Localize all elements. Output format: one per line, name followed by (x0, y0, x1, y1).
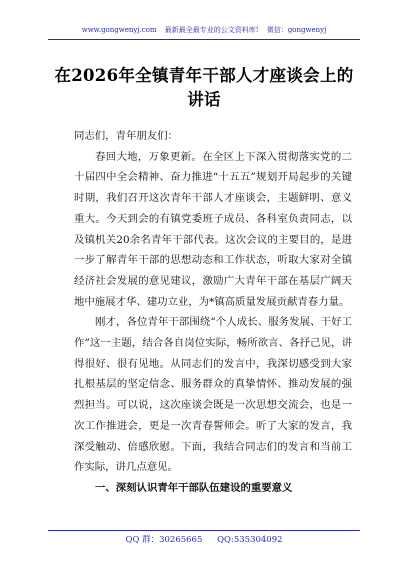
page-footer (0, 535, 408, 546)
paragraph: 春回大地，万象更新。在全区上下深入贯彻落实党的二十届四中全会精神、奋力推进“十五五”规划开局起步的关键时期，我们召开这次青年干部人才座谈会，主题鲜明、意义重大。今天到会的有镇党委班子成员、各科室负责同志，以及镇机关20余名青年干部代表。这次会议的主要目的，是进一步了解青年干部的思想动态和工作状态，听取大家对全镇经济社会发展的意见建议，激励广大青年干部在基层广阔天地中施展才华、建功立业，为*镇高质量发展贡献青春力量。 (74, 150, 352, 308)
header-wechat: 微信：gongwenyj (266, 26, 327, 34)
document-title: 在2026年全镇青年干部人才座谈会上的讲话 (54, 66, 354, 109)
footer-divider (48, 530, 360, 531)
header-slogan: 最新最全最专业的公文资料库! (164, 26, 259, 34)
header-divider (48, 39, 360, 40)
header-website-link[interactable]: www.gongwenyj.com (81, 26, 157, 34)
document-body (74, 126, 352, 499)
footer-qq-group: QQ 群：30265665 (125, 535, 203, 545)
section-heading: 一、深刻认识青年干部队伍建设的重要意义 (95, 481, 293, 494)
page-header (0, 26, 408, 35)
salutation: 同志们，青年朋友们： (74, 130, 178, 142)
paragraph: 刚才，各位青年干部围绕“个人成长、服务发展、干好工作”这一主题，结合各自岗位实际，畅所欲言、各抒己见，讲得很好、很有见地。从同志们的发言中，我深切感受到大家扎根基层的坚定信念、服务群众的真挚情怀、推动发展的强烈担当。可以说，这次座谈会既是一次思想交流会，也是一次工作推进会，更是一次青春誓师会。听了大家的发言，我深受触动、倍感欣慰。下面，我结合同志们的发言和当前工作实际，讲几点意见。 (74, 316, 352, 474)
footer-qq-number: QQ:535304092 (217, 535, 283, 545)
